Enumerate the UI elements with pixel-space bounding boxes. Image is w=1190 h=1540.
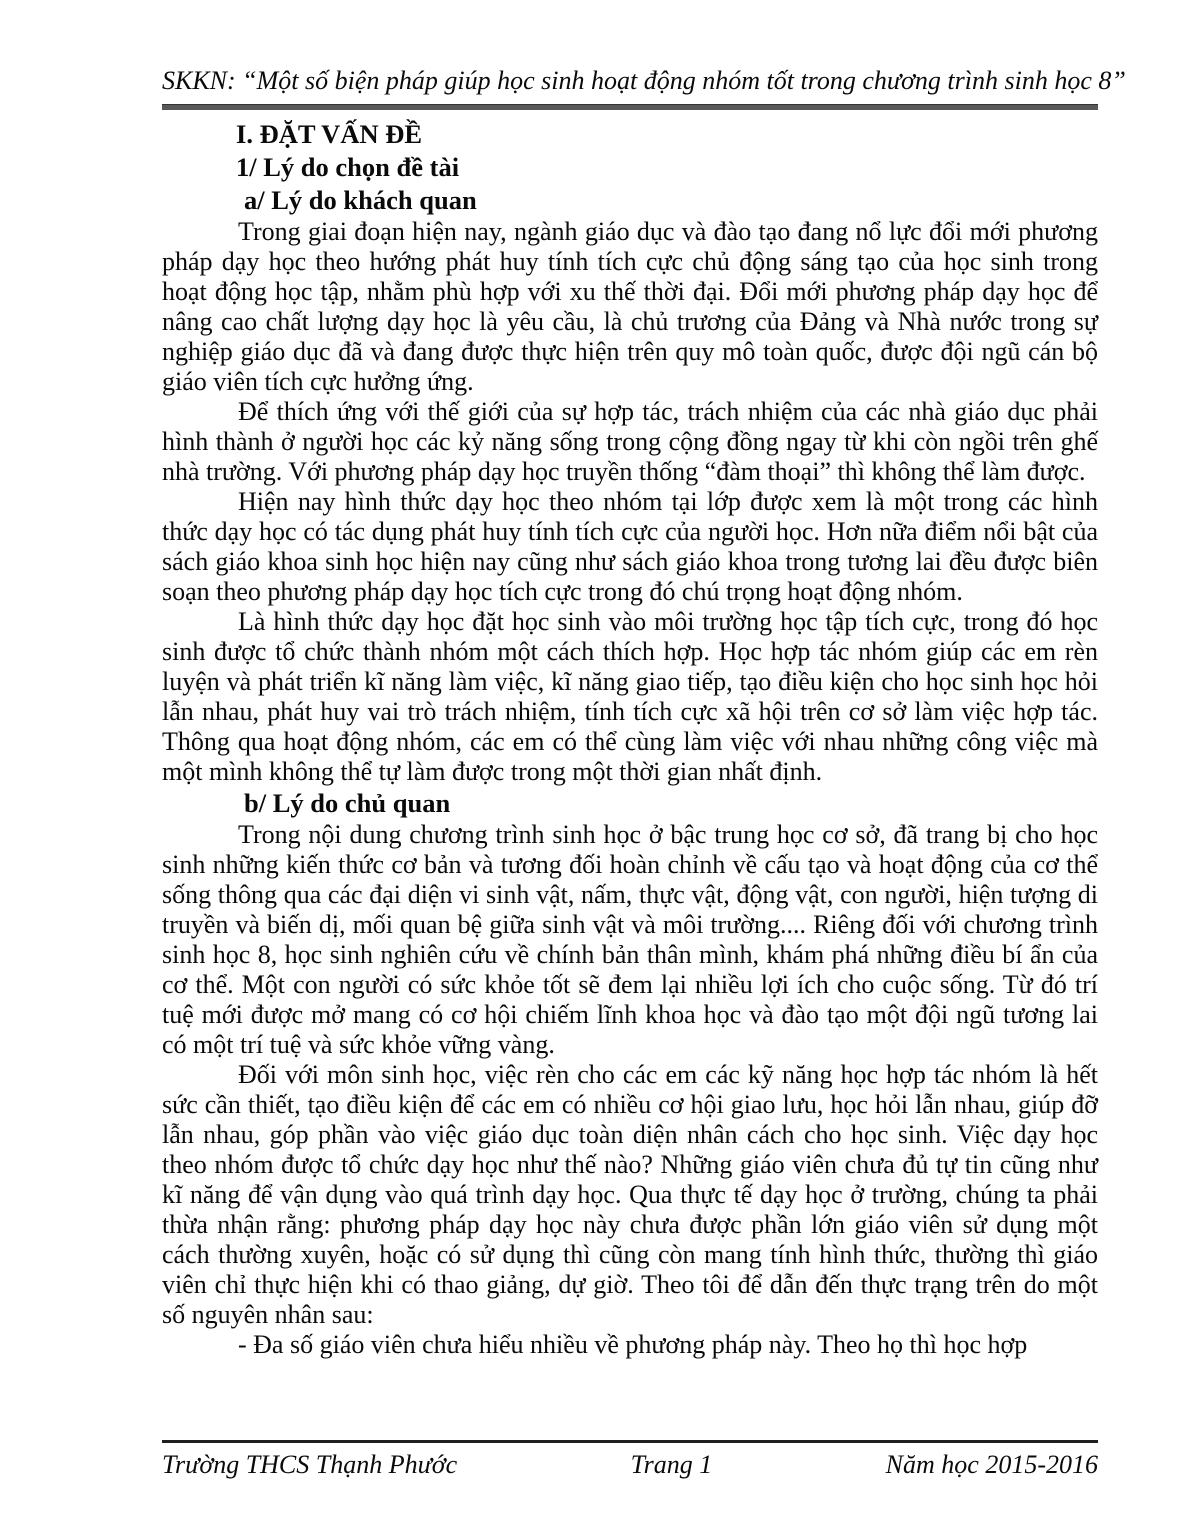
footer-page-number: Trang 1 <box>630 1450 713 1479</box>
page-header <box>162 66 1126 110</box>
paragraph-khach-quan-1: Trong giai đoạn hiện nay, ngành giáo dục và đào tạo đang nổ lực đổi mới phương pháp dạy học theo hướng phát huy tính tích cực chủ động sáng tạo của học sinh trong hoạt động học tập, nhằm phù hợp với xu thế thời đại. Đổi mới phương pháp dạy học để nâng cao chất lượng dạy học là yêu cầu, là chủ trương của Đảng và Nhà nước trong sự nghiệp giáo dục đã và đang được thực hiện trên quy mô toàn quốc, được đội ngũ cán bộ giáo viên tích cực hưởng ứng. <box>162 217 1098 396</box>
paragraph-khach-quan-4: Là hình thức dạy học đặt học sinh vào môi trường học tập tích cực, trong đó học sinh được tổ chức thành nhóm một cách thích hợp. Học hợp tác nhóm giúp các em rèn luyện và phát triển kĩ năng làm việc, kĩ năng giao tiếp, tạo điều kiện cho học sinh học hỏi lẫn nhau, phát huy vai trò trách nhiệm, tính tích cực xã hội trên cơ sở làm việc hợp tác. Thông qua hoạt động nhóm, các em có thể cùng làm việc với nhau những công việc mà một mình không thể tự làm được trong một thời gian nhất định. <box>162 607 1098 786</box>
paragraph-chu-quan-2: Đối với môn sinh học, việc rèn cho các em các kỹ năng học hợp tác nhóm là hết sức cần thiết, tạo điều kiện để các em có nhiều cơ hội giao lưu, học hỏi lẫn nhau, giúp đỡ lẫn nhau, góp phần vào việc giáo dục toàn diện nhân cách cho học sinh. Việc dạy học theo nhóm được tổ chức dạy học như thế nào? Những giáo viên chưa đủ tự tin cũng như kĩ năng để vận dụng vào quá trình dạy học. Qua thực tế dạy học ở trường, chúng ta phải thừa nhận rằng: phương pháp dạy học này chưa được phần lớn giáo viên sử dụng một cách thường xuyên, hoặc có sử dụng thì cũng còn mang tính hình thức, thường thì giáo viên chỉ thực hiện khi có thao giảng, dự giờ. Theo tôi để dẫn đến thực trạng trên do một số nguyên nhân sau: <box>162 1060 1098 1329</box>
page-footer <box>162 1440 1098 1481</box>
paragraph-chu-quan-1: Trong nội dung chương trình sinh học ở bậc trung học cơ sở, đã trang bị cho học sinh những kiến thức cơ bản và tương đối hoàn chỉnh về cấu tạo và hoạt động của cơ thể sống thông qua các đại diện vi sinh vật, nấm, thực vật, động vật, con người, hiện tượng di truyền và biến dị, mối quan bệ giữa sinh vật và môi trường.... Riêng đối với chương trình sinh học 8, học sinh nghiên cứu về chính bản thân mình, khám phá những điều bí ẩn của cơ thể. Một con người có sức khỏe tốt sẽ đem lại nhiều lợi ích cho cuộc sống. Từ đó trí tuệ mới được mở mang có cơ hội chiếm lĩnh khoa học và đào tạo một đội ngũ tương lai có một trí tuệ và sức khỏe vững vàng. <box>162 820 1098 1059</box>
header-rule <box>162 104 1098 110</box>
footer-row <box>162 1449 1098 1481</box>
paragraph-khach-quan-2: Để thích ứng với thế giới của sự hợp tác, trách nhiệm của các nhà giáo dục phải hình thành ở người học các kỷ năng sống trong cộng đồng ngay từ khi còn ngồi trên ghế nhà trường. Với phương pháp dạy học truyền thống “đàm thoại” thì không thể làm được. <box>162 397 1098 486</box>
heading-dat-van-de: I. ĐẶT VẤN ĐỀ <box>236 119 423 149</box>
running-head-title: SKKN: “Một số biện pháp giúp học sinh hoạt động nhóm tốt trong chương trình sinh học 8” <box>162 66 1126 95</box>
paragraph-chu-quan-3-bullet: - Đa số giáo viên chưa hiểu nhiều về phương pháp này. Theo họ thì học hợp <box>238 1330 1028 1359</box>
paragraph-khach-quan-3: Hiện nay hình thức dạy học theo nhóm tại lớp được xem là một trong các hình thức dạy học có tác dụng phát huy tính tích cực của người học. Hơn nữa điểm nổi bật của sách giáo khoa sinh học hiện nay cũng như sách giáo khoa trong tương lai đều được biên soạn theo phương pháp dạy học tích cực trong đó chú trọng hoạt động nhóm. <box>162 487 1098 606</box>
heading-ly-do-chu-quan: b/ Lý do chủ quan <box>244 788 451 818</box>
footer-rule <box>162 1440 1098 1443</box>
heading-ly-do-khach-quan: a/ Lý do khách quan <box>244 185 477 215</box>
heading-ly-do-chon-de-tai: 1/ Lý do chọn đề tài <box>236 152 460 182</box>
footer-school-year: Năm học 2015-2016 <box>885 1450 1098 1479</box>
footer-school-name: Trường THCS Thạnh Phước <box>162 1450 458 1479</box>
document-body <box>162 118 1098 1360</box>
